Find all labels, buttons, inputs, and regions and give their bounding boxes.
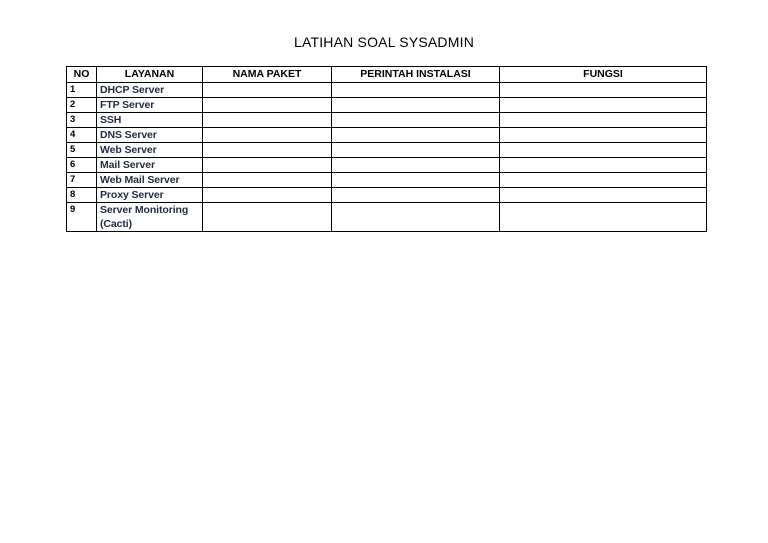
service-name: Proxy Server xyxy=(97,188,203,203)
table-row xyxy=(67,83,707,98)
install-command-cell xyxy=(332,128,500,143)
table-row xyxy=(67,113,707,128)
table-header-row xyxy=(67,67,707,83)
install-command-cell xyxy=(332,158,500,173)
package-name-cell xyxy=(203,158,332,173)
header-layanan: LAYANAN xyxy=(97,67,203,83)
package-name-cell xyxy=(203,128,332,143)
package-name-cell xyxy=(203,98,332,113)
function-cell xyxy=(500,113,707,128)
table-row xyxy=(67,158,707,173)
package-name-cell xyxy=(203,83,332,98)
install-command-cell xyxy=(332,113,500,128)
package-name-cell xyxy=(203,143,332,158)
table-row xyxy=(67,143,707,158)
service-name: Web Mail Server xyxy=(97,173,203,188)
table-row xyxy=(67,173,707,188)
service-name: SSH xyxy=(97,113,203,128)
function-cell xyxy=(500,128,707,143)
package-name-cell xyxy=(203,188,332,203)
row-number: 9 xyxy=(67,203,97,232)
row-number: 6 xyxy=(67,158,97,173)
service-name: Web Server xyxy=(97,143,203,158)
package-name-cell xyxy=(203,203,332,232)
package-name-cell xyxy=(203,113,332,128)
header-fungsi: FUNGSI xyxy=(500,67,707,83)
function-cell xyxy=(500,143,707,158)
function-cell xyxy=(500,158,707,173)
header-nama-paket: NAMA PAKET xyxy=(203,67,332,83)
function-cell xyxy=(500,203,707,232)
row-number: 3 xyxy=(67,113,97,128)
row-number: 2 xyxy=(67,98,97,113)
function-cell xyxy=(500,173,707,188)
service-name: DHCP Server xyxy=(97,83,203,98)
service-name: Server Monitoring (Cacti) xyxy=(97,203,203,232)
worksheet-table xyxy=(66,66,707,232)
row-number: 7 xyxy=(67,173,97,188)
table-row xyxy=(67,188,707,203)
row-number: 4 xyxy=(67,128,97,143)
table-row xyxy=(67,203,707,232)
row-number: 8 xyxy=(67,188,97,203)
package-name-cell xyxy=(203,173,332,188)
function-cell xyxy=(500,83,707,98)
header-no: NO xyxy=(67,67,97,83)
document-title: LATIHAN SOAL SYSADMIN xyxy=(293,34,475,50)
service-name: FTP Server xyxy=(97,98,203,113)
function-cell xyxy=(500,188,707,203)
service-name: DNS Server xyxy=(97,128,203,143)
install-command-cell xyxy=(332,173,500,188)
table-row xyxy=(67,128,707,143)
table-row xyxy=(67,98,707,113)
install-command-cell xyxy=(332,203,500,232)
install-command-cell xyxy=(332,98,500,113)
function-cell xyxy=(500,98,707,113)
install-command-cell xyxy=(332,188,500,203)
row-number: 5 xyxy=(67,143,97,158)
row-number: 1 xyxy=(67,83,97,98)
install-command-cell xyxy=(332,143,500,158)
header-perintah-instalasi: PERINTAH INSTALASI xyxy=(332,67,500,83)
service-name: Mail Server xyxy=(97,158,203,173)
install-command-cell xyxy=(332,83,500,98)
